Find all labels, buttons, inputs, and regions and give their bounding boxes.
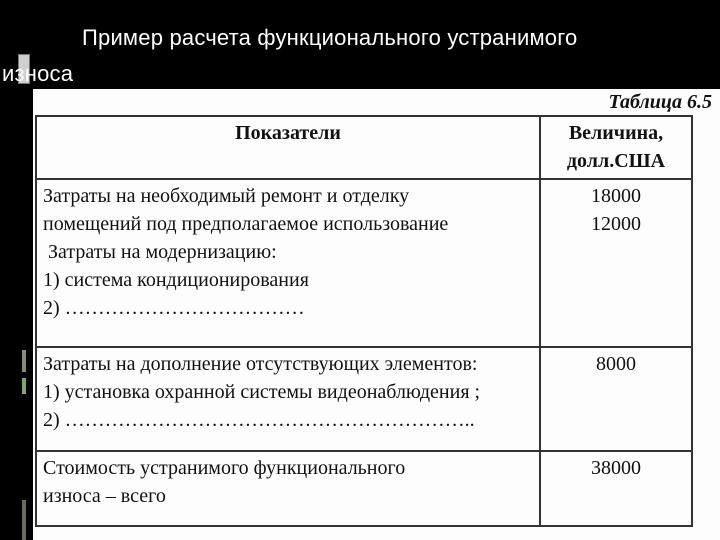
- header-value: Величина, долл.США: [540, 116, 692, 179]
- table-header-row: [36, 116, 692, 179]
- value-cell: [540, 347, 692, 451]
- slide-title: [2, 20, 702, 92]
- value-text: 18000: [591, 184, 641, 207]
- table-row: [36, 347, 692, 451]
- table-row: [36, 451, 692, 526]
- indicator-line: 2) ……………………………………………………..: [43, 409, 475, 432]
- indicator-line: помещений под предполагаемое использование: [43, 212, 449, 235]
- indicator-line: Затраты на модернизацию:: [43, 240, 277, 263]
- indicators-table: [35, 115, 693, 527]
- table-image: [33, 89, 720, 540]
- indicator-cell: [36, 179, 540, 347]
- value-text: 12000: [591, 212, 641, 235]
- slide-title-line-2: износа: [2, 61, 74, 86]
- indicator-cell: [36, 451, 540, 526]
- decorative-bar: [22, 500, 26, 540]
- value-text: 8000: [596, 353, 636, 376]
- table-caption: Таблица 6.5: [608, 91, 712, 113]
- decorative-bar: [22, 350, 26, 372]
- indicator-cell: [36, 347, 540, 451]
- indicator-line: 1) система кондиционирования: [43, 268, 309, 291]
- slide-title-line-1: Пример расчета функционального устранимого: [82, 25, 578, 50]
- indicator-line: Стоимость устранимого функционального: [43, 456, 406, 479]
- indicator-line: 1) установка охранной системы видеонаблюдения ;: [43, 381, 481, 404]
- decorative-bar: [22, 378, 26, 394]
- indicator-line: Затраты на дополнение отсутствующих элементов:: [43, 353, 478, 376]
- value-cell: [540, 179, 692, 347]
- header-indicators: Показатели: [36, 116, 540, 179]
- indicator-line: Затраты на необходимый ремонт и отделку: [43, 184, 410, 207]
- table-row: [36, 179, 692, 347]
- indicator-line: износа – всего: [43, 484, 166, 507]
- indicator-line: 2) ………………………………: [43, 296, 305, 319]
- value-cell: [540, 451, 692, 526]
- value-text: 38000: [591, 456, 641, 479]
